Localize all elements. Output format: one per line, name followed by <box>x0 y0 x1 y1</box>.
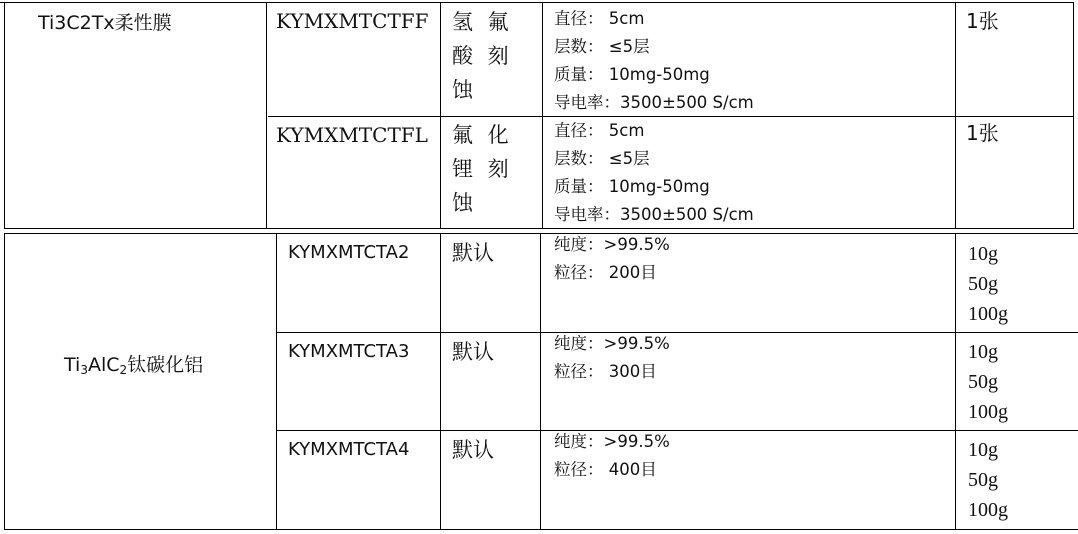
table1-row1-quantity: 1张 <box>966 9 999 33</box>
table2-row2-quantity <box>968 337 1008 427</box>
table1-row1-specs <box>554 5 754 117</box>
spec-line: 层数： ≤5层 <box>554 37 650 56</box>
formula-chinese-name: 钛碳化铝 <box>127 354 204 376</box>
table2-row3-quantity <box>968 435 1008 525</box>
table2-col-divider-1 <box>276 233 277 530</box>
table1-col-divider-1 <box>266 2 267 228</box>
table1-row2-method-line2: 锂 刻 <box>452 157 513 181</box>
table2-product-name <box>64 349 203 386</box>
quantity-option: 10g <box>968 439 998 461</box>
table2-row1-code: KYMXMTCTA2 <box>288 242 410 263</box>
table1-bottom-border <box>4 228 1074 229</box>
quantity-option: 50g <box>968 273 998 295</box>
table1-col-divider-3 <box>542 2 543 228</box>
table2-row2-code: KYMXMTCTA3 <box>288 341 410 362</box>
table1-row1-method-line2: 酸 刻 <box>452 44 513 68</box>
table2-col-divider-3 <box>540 233 541 530</box>
table1-row2-code: KYMXMTCTFL <box>276 123 428 147</box>
table2-row3-method: 默认 <box>452 438 494 462</box>
table2-row-divider-1 <box>276 332 1078 333</box>
formula-sub-2: 2 <box>119 363 128 377</box>
quantity-option: 100g <box>968 499 1008 521</box>
table1-col-divider-4 <box>955 2 956 228</box>
quantity-option: 10g <box>968 341 998 363</box>
table2-row3-specs <box>554 428 670 484</box>
formula-alc: AlC <box>87 354 120 376</box>
quantity-option: 100g <box>968 401 1008 423</box>
quantity-option: 10g <box>968 243 998 265</box>
quantity-option: 50g <box>968 469 998 491</box>
table1-top-border <box>0 2 1074 3</box>
spec-line: 纯度：>99.5% <box>554 235 670 254</box>
table2-col-divider-4 <box>955 233 956 530</box>
table2-bottom-border <box>4 529 1078 530</box>
table1-left-border <box>4 2 5 228</box>
formula-ti: Ti <box>64 354 81 376</box>
spec-line: 粒径： 300目 <box>554 362 657 381</box>
table2-row3-code: KYMXMTCTA4 <box>288 439 410 460</box>
table2-row2-method: 默认 <box>452 340 494 364</box>
table2-row2-specs <box>554 330 670 386</box>
table1-row2-method-line3: 蚀 <box>452 191 477 215</box>
spec-line: 粒径： 200目 <box>554 263 657 282</box>
spec-line: 导电率：3500±500 S/cm <box>554 205 754 224</box>
spec-line: 直径： 5cm <box>554 9 645 28</box>
spec-line: 直径： 5cm <box>554 121 645 140</box>
table1-product-name: Ti3C2Tx柔性膜 <box>38 12 172 34</box>
table1-row2-method-line1: 氟 化 <box>452 123 513 147</box>
table2-left-border <box>4 233 5 530</box>
quantity-option: 50g <box>968 371 998 393</box>
spec-line: 层数： ≤5层 <box>554 149 650 168</box>
spec-line: 纯度：>99.5% <box>554 432 670 451</box>
table2-row1-specs <box>554 231 670 287</box>
table2-row1-method: 默认 <box>452 241 494 265</box>
spec-line: 质量： 10mg-50mg <box>554 65 710 84</box>
table1-row1-method-line1: 氢 氟 <box>452 10 513 34</box>
table2-col-divider-2 <box>440 233 441 530</box>
table1-row2-quantity: 1张 <box>966 121 999 145</box>
table2-row1-quantity <box>968 239 1008 329</box>
quantity-option: 100g <box>968 303 1008 325</box>
table1-row2-specs <box>554 117 754 229</box>
table1-right-border <box>1073 2 1074 228</box>
formula-sub-3: 3 <box>80 363 88 377</box>
table1-row1-code: KYMXMTCTFF <box>276 9 429 33</box>
table2-top-border <box>4 233 1078 234</box>
spec-line: 纯度：>99.5% <box>554 334 670 353</box>
table1-col-divider-2 <box>440 2 441 228</box>
table1-row1-method-line3: 蚀 <box>452 78 477 102</box>
spec-line: 粒径： 400目 <box>554 460 657 479</box>
spec-line: 质量： 10mg-50mg <box>554 177 710 196</box>
table2-row-divider-2 <box>276 430 1078 431</box>
spec-line: 导电率：3500±500 S/cm <box>554 93 754 112</box>
